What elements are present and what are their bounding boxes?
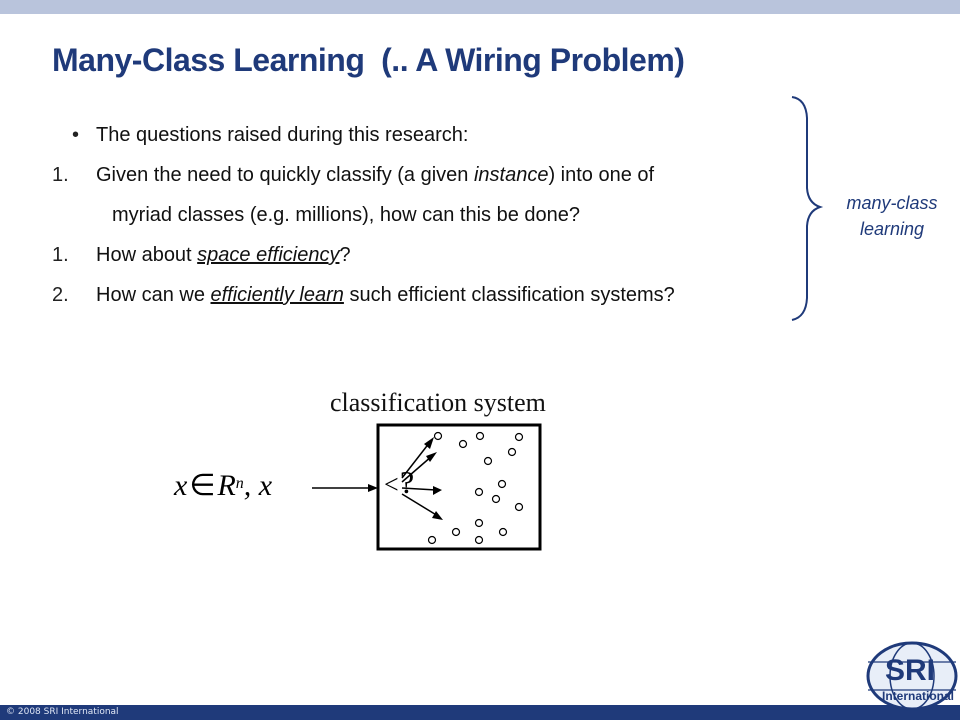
class-circles: [429, 433, 523, 544]
class-circle: [516, 434, 523, 441]
bullet-marker: •: [72, 124, 80, 146]
class-circle: [499, 481, 506, 488]
formula-n: n: [235, 475, 244, 492]
sri-logo: [862, 640, 958, 712]
bullet-intro: The questions raised during this research:: [96, 124, 469, 146]
class-circle: [435, 433, 442, 440]
list-number-1b: 1.: [52, 244, 69, 266]
formula-element-of: ∈: [189, 469, 216, 502]
question-3-text-a: How can we: [96, 284, 211, 306]
question-3-emphasis: efficiently learn: [210, 284, 344, 306]
class-circle: [516, 504, 523, 511]
list-number-1: 1.: [52, 164, 69, 186]
list-number-2: 2.: [52, 284, 69, 306]
class-circle: [493, 496, 500, 503]
class-circle: [460, 441, 467, 448]
class-circle: [477, 433, 484, 440]
formula-x-repeat: , x: [243, 469, 273, 502]
question-2-emphasis: space efficiency: [197, 244, 340, 266]
slide-title: Many-Class Learning (.. A Wiring Problem): [52, 42, 685, 78]
class-circle: [485, 458, 492, 465]
question-2-text-b: ?: [339, 244, 351, 266]
diagram-caption: classification system: [330, 388, 546, 417]
question-2-text-a: How about: [96, 244, 198, 266]
class-circle: [453, 529, 460, 536]
formula-R: R: [217, 469, 236, 502]
class-circle: [500, 529, 507, 536]
question-1-emphasis: instance: [473, 164, 549, 186]
branch-arrowhead-2: [433, 486, 442, 495]
brace-label: [812, 190, 960, 242]
logo-text-sri: SRI: [884, 654, 936, 687]
question-1-line-2: myriad classes (e.g. millions), how can this be done?: [112, 204, 580, 226]
question-1-text-a: Given the need to quickly classify (a given: [96, 164, 474, 186]
formula-x: x: [174, 469, 188, 502]
class-circle: [429, 537, 436, 544]
question-1-text-b: ) into one of: [548, 164, 655, 186]
question-mark: ?: [400, 464, 415, 500]
branch-bracket: <: [384, 470, 399, 499]
class-circle: [476, 537, 483, 544]
brace-label-line-2: learning: [859, 219, 925, 239]
branch-arrowhead-3: [432, 511, 443, 520]
bottom-band: [0, 705, 960, 720]
copyright-notice: © 2008 SRI International: [6, 707, 119, 717]
class-circle: [476, 489, 483, 496]
input-formula: [174, 469, 272, 503]
logo-text-international: International: [881, 689, 955, 703]
brace-label-line-1: many-class: [846, 193, 938, 213]
question-3-text-b: such efficient classification systems?: [343, 284, 675, 306]
class-circle: [509, 449, 516, 456]
class-circle: [476, 520, 483, 527]
